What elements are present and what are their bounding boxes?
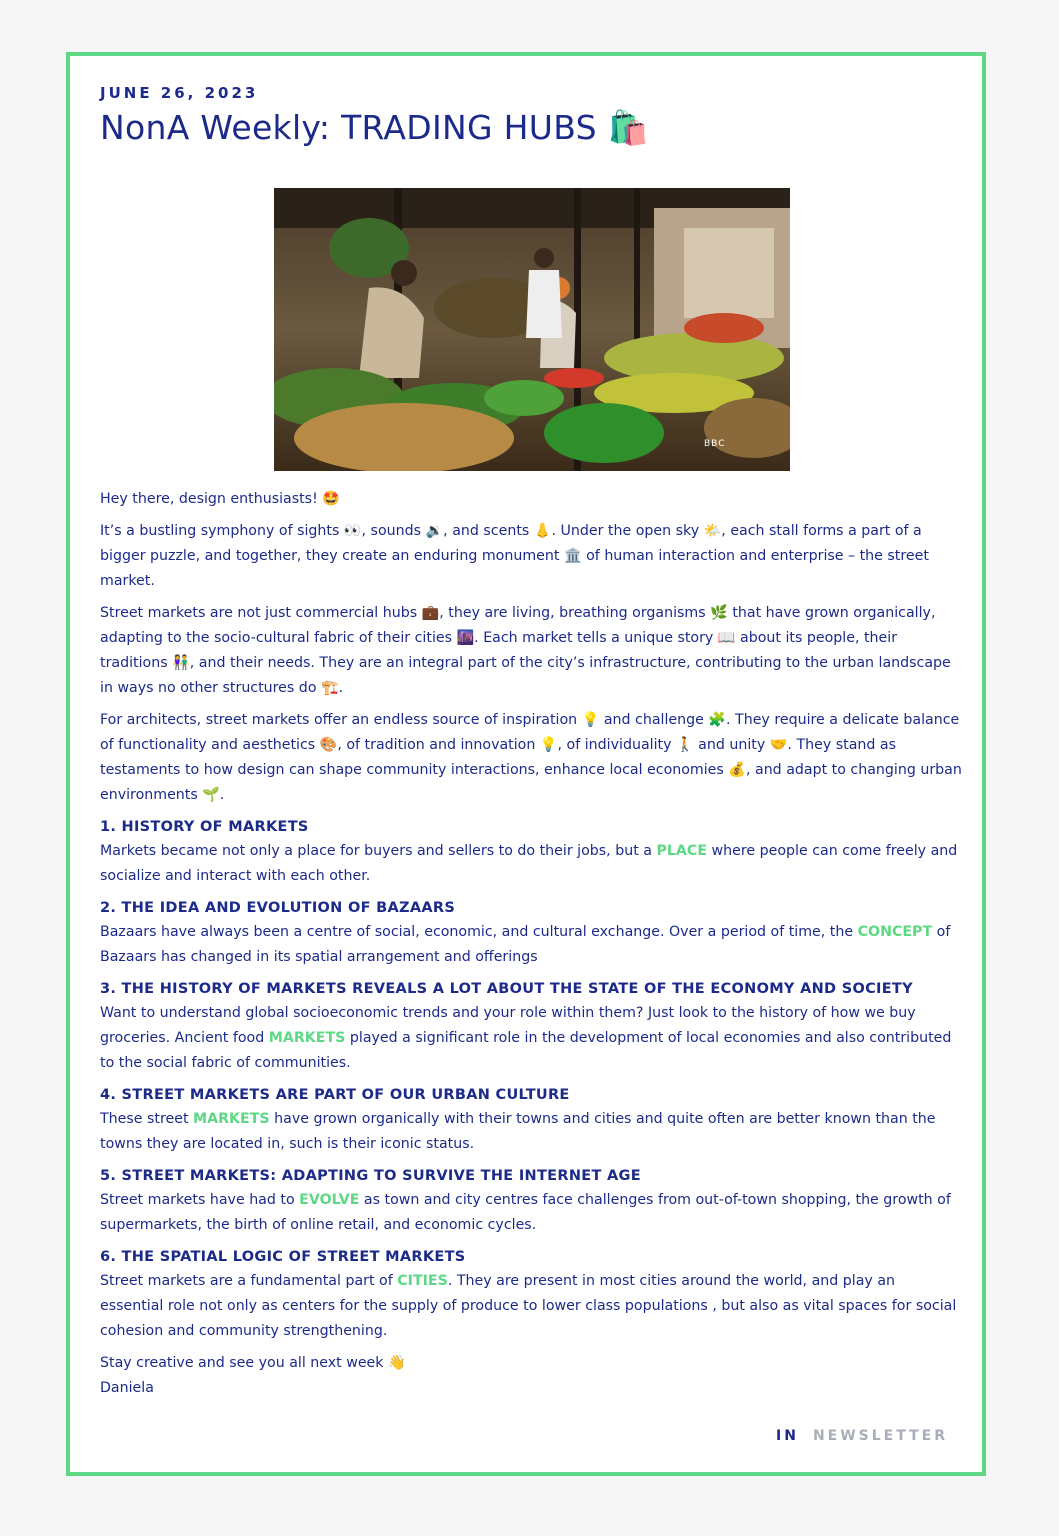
article-body bbox=[100, 487, 962, 1401]
section-5 bbox=[100, 1164, 962, 1238]
author-name: Daniela bbox=[100, 1380, 154, 1396]
section-text: Want to understand global socioeconomic trends and your role within them? Just look to the history of how we buy groceries. Ancient food MARKETS played a significant role in the development of local economies and also contributed to the social fabric of communities. bbox=[100, 1005, 952, 1071]
intro-paragraph-1: It’s a bustling symphony of sights 👀, sounds 🔉, and scents 👃. Under the open sky 🌤️, each stall forms a part of a bigger puzzle, and together, they create an enduring monument 🏛️ of human interaction and enterprise – the street market. bbox=[100, 523, 929, 589]
section-text: These street MARKETS have grown organically with their towns and cities and quite often are better known than the towns they are located in, such is their iconic status. bbox=[100, 1111, 936, 1152]
section-1 bbox=[100, 815, 962, 889]
category-prefix: IN bbox=[776, 1428, 799, 1444]
section-text: Street markets have had to EVOLVE as town and city centres face challenges from out-of-town shopping, the growth of supermarkets, the birth of online retail, and economic cycles. bbox=[100, 1192, 951, 1233]
intro-paragraph-2: Street markets are not just commercial hubs 💼, they are living, breathing organisms 🌿 that have grown organically, adapting to the socio-cultural fabric of their cities 🌆. Each market tells a unique story 📖 about its people, their traditions 👫, and their needs. They are an integral part of the city’s infrastructure, contributing to the urban landscape in ways no other structures do 🏗️. bbox=[100, 605, 951, 696]
section-text: Street markets are a fundamental part of CITIES. They are present in most cities around the world, and play an essential role not only as centers for the supply of produce to lower class populations , but also as vital spaces for social cohesion and community strengthening. bbox=[100, 1273, 957, 1339]
section-heading: 2. THE IDEA AND EVOLUTION OF BAZAARS bbox=[100, 900, 456, 916]
highlight-keyword: PLACE bbox=[656, 843, 708, 859]
page-title: NonA Weekly: TRADING HUBS 🛍️ bbox=[100, 108, 650, 147]
highlight-keyword: MARKETS bbox=[268, 1030, 346, 1046]
newsletter-card bbox=[66, 52, 986, 1476]
section-6 bbox=[100, 1245, 962, 1344]
highlight-keyword: CITIES bbox=[397, 1273, 448, 1289]
category-footer bbox=[776, 1428, 948, 1444]
post-date: JUNE 26, 2023 bbox=[100, 84, 259, 102]
hero-image bbox=[274, 188, 790, 471]
section-heading: 1. HISTORY OF MARKETS bbox=[100, 819, 309, 835]
section-3 bbox=[100, 977, 962, 1076]
section-heading: 6. THE SPATIAL LOGIC OF STREET MARKETS bbox=[100, 1249, 466, 1265]
signoff-line: Stay creative and see you all next week 👋 bbox=[100, 1355, 406, 1371]
section-2 bbox=[100, 896, 962, 970]
article bbox=[100, 84, 962, 1401]
highlight-keyword: CONCEPT bbox=[857, 924, 933, 940]
section-heading: 5. STREET MARKETS: ADAPTING TO SURVIVE THE INTERNET AGE bbox=[100, 1168, 641, 1184]
image-watermark: BBC bbox=[704, 439, 726, 449]
intro-paragraph-3: For architects, street markets offer an endless source of inspiration 💡 and challenge 🧩. They require a delicate balance of functionality and aesthetics 🎨, of tradition and innovation 💡, of individuality 🚶 and unity 🤝. They stand as testaments to how design can shape community interactions, enhance local economies 💰, and adapt to changing urban environments 🌱. bbox=[100, 712, 962, 803]
greeting: Hey there, design enthusiasts! 🤩 bbox=[100, 491, 340, 507]
highlight-keyword: MARKETS bbox=[193, 1111, 270, 1127]
highlight-keyword: EVOLVE bbox=[299, 1192, 360, 1208]
section-text: Bazaars have always been a centre of social, economic, and cultural exchange. Over a period of time, the CONCEPT of Bazaars has changed in its spatial arrangement and offerings bbox=[100, 924, 951, 965]
section-heading: 4. STREET MARKETS ARE PART OF OUR URBAN CULTURE bbox=[100, 1087, 570, 1103]
section-text: Markets became not only a place for buyers and sellers to do their jobs, but a PLACE where people can come freely and socialize and interact with each other. bbox=[100, 843, 958, 884]
section-heading: 3. THE HISTORY OF MARKETS REVEALS A LOT ABOUT THE STATE OF THE ECONOMY AND SOCIETY bbox=[100, 981, 913, 997]
section-4 bbox=[100, 1083, 962, 1157]
category-link[interactable]: NEWSLETTER bbox=[812, 1428, 948, 1444]
